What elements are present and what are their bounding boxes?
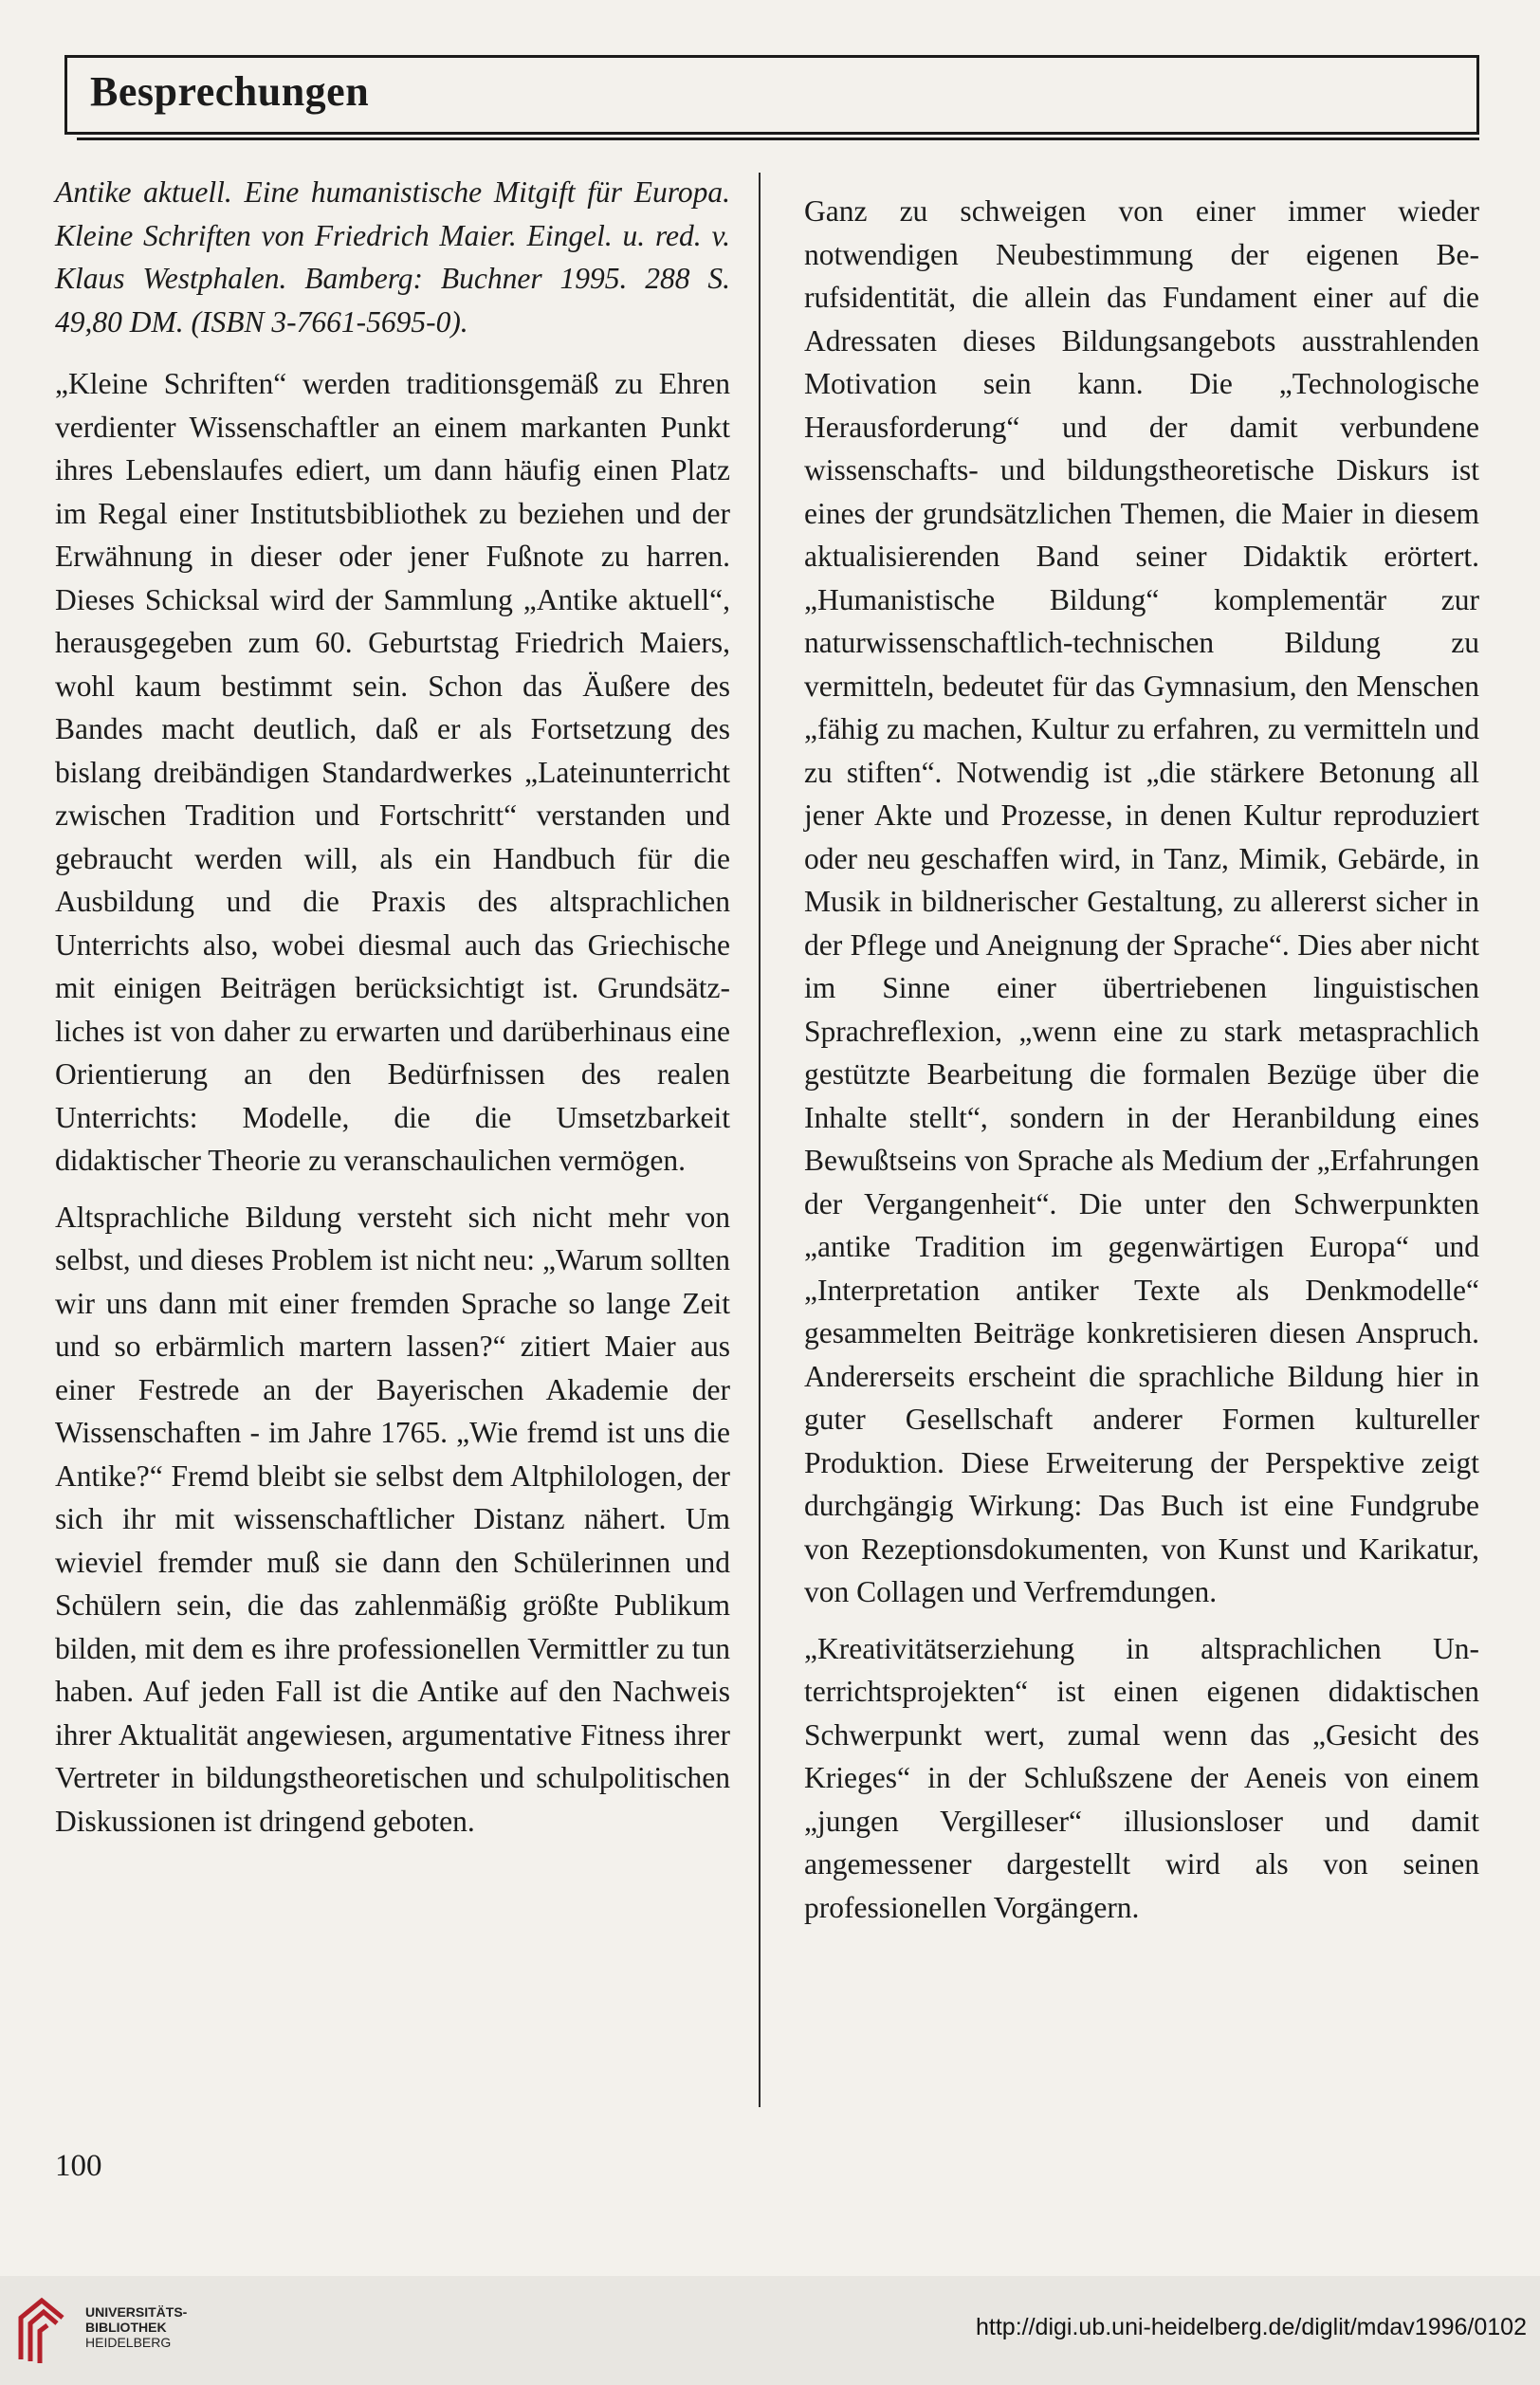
right-paragraph-2: „Kreativitätserziehung in altsprachlichen Unterrichtsprojekten“ ist einen eigenen didaktischen Schwerpunkt wert, zumal wenn das „Gesicht des Krieges“ in der Schlußszene der Aeneis von einem „jungen Vergilleser“ illusionsloser und damit angemessener dargestellt wird als von seinen professionellen Vorgängern. [804,1631,1479,1924]
right-column [804,190,1479,1929]
library-name: UNIVERSITÄTS- BIBLIOTHEK HEIDELBERG [85,2304,188,2350]
right-paragraph-1: Ganz zu schweigen von einer immer wieder notwendigen Neubestimmung der eigenen Berufsidentität, die allein das Fundament einer auf die Adressaten dieses Bildungsangebots ausstrahlenden Motivation sein kann. Die „Technologische Herausforderung“ und der damit verbundene wissenschafts- und bildungstheoretische Diskurs ist eines der grundsätzlichen Themen, die Maier in diesem aktualisierenden Band seiner Didaktik erörtert. „Humanistische Bildung“ komplementär zur naturwissenschaftlich-technischen Bildung zu vermitteln, bedeutet für das Gymnasium, den Menschen „fähig zu machen, Kultur zu erfahren, zu vermitteln und zu stiften“. Notwendig ist „die stärkere Betonung all jener Akte und Prozesse, in denen Kultur reproduziert oder neu geschaffen wird, in Tanz, Mimik, Gebärde, in Musik in bildnerischer Gestaltung, zu allererst sicher in der Pflege und Aneignung der Sprache“. Dies aber nicht im Sinne einer übertriebenen linguistischen Sprachreflexion, „wenn eine zu stark metasprachlich gestützte Bearbeitung die formalen Bezüge über die Inhalte stellt“, sondern in der Heranbildung eines Bewußtseins von Sprache als Medium der „Erfahrungen der Vergangenheit“. Die unter den Schwerpunkten „antike Tradition im gegenwärtigen Europa“ und „Interpretation antiker Texte als Denkmodelle“ gesammelten Beiträge konkretisieren diesen Anspruch. Andererseits erscheint die sprachliche Bildung hier in guter Gesellschaft anderer Formen kultureller Produktion. Diese Erweiterung der Perspektive zeigt durchgängig Wirkung: Das Buch ist eine Fundgrube von Rezeptionsdokumenten, von Kunst und Karikatur, von Collagen und Verfremdungen. [804,194,1479,1608]
library-logo-icon [13,2293,70,2369]
section-header-box [64,55,1479,135]
section-title: Besprechungen [90,68,370,115]
left-column [55,171,730,1843]
page-number: 100 [55,2149,102,2183]
footer-bar [0,2276,1540,2385]
source-url[interactable]: http://digi.ub.uni-heidelberg.de/diglit/mdav1996/0102 [976,2314,1527,2340]
left-paragraph-1: „Kleine Schriften“ werden traditionsgemäß zu Ehren verdienter Wissenschaftler an einem markanten Punkt ihres Lebenslaufes ediert, um dann häufig einen Platz im Regal einer Institutsbibliothek zu beziehen und der Erwähnung in dieser oder jener Fußnote zu harren. Dieses Schicksal wird der Sammlung „Antike aktuell“, herausgegeben zum 60. Geburtstag Friedrich Maiers, wohl kaum bestimmt sein. Schon das Äußere des Bandes macht deutlich, daß er als Fortsetzung des bislang dreibändigen Standardwerkes „Lateinunterricht zwischen Tradition und Fortschritt“ verstanden und gebraucht werden will, als ein Handbuch für die Ausbildung und die Praxis des altsprachlichen Unterrichts also, wobei diesmal auch das Griechische mit einigen Beiträgen berücksichtigt ist. Grundsätzliches ist von daher zu erwarten und darüberhinaus eine Orientierung an den Bedürfnissen des realen Unterrichts: Modelle, die die Umsetzbarkeit didaktischer Theorie zu veranschaulichen vermögen. [55,367,730,1177]
column-divider [759,173,761,2107]
bibliographic-entry: Antike aktuell. Eine humanistische Mitgift für Europa. Kleine Schriften von Friedrich Maier. Eingel. u. red. v. Klaus Westphalen. Bamberg: Buchner 1995. 288 S. 49,80 DM. (ISBN 3-7661-5695-0). [55,175,730,339]
left-paragraph-2: Altsprachliche Bildung versteht sich nicht mehr von selbst, und dieses Problem ist nicht neu: „Warum sollten wir uns dann mit einer fremden Sprache so lange Zeit und so erbärmlich martern lassen?“ zitiert Maier aus einer Festrede an der Bayerischen Akademie der Wissenschaften - im Jahre 1765. „Wie fremd ist uns die Antike?“ Fremd bleibt sie selbst dem Altphilologen, der sich ihr mit wissenschaftlicher Distanz nähert. Um wieviel fremder muß sie dann den Schülerinnen und Schülern sein, die das zahlenmäßig größte Publikum bilden, mit dem es ihre professionellen Vermittler zu tun haben. Auf jeden Fall ist die Antike auf den Nachweis ihrer Aktualität angewiesen, argumentative Fitness ihrer Vertreter in bildungstheoretischen und schulpolitischen Diskussionen ist dringend geboten. [55,1200,730,1838]
